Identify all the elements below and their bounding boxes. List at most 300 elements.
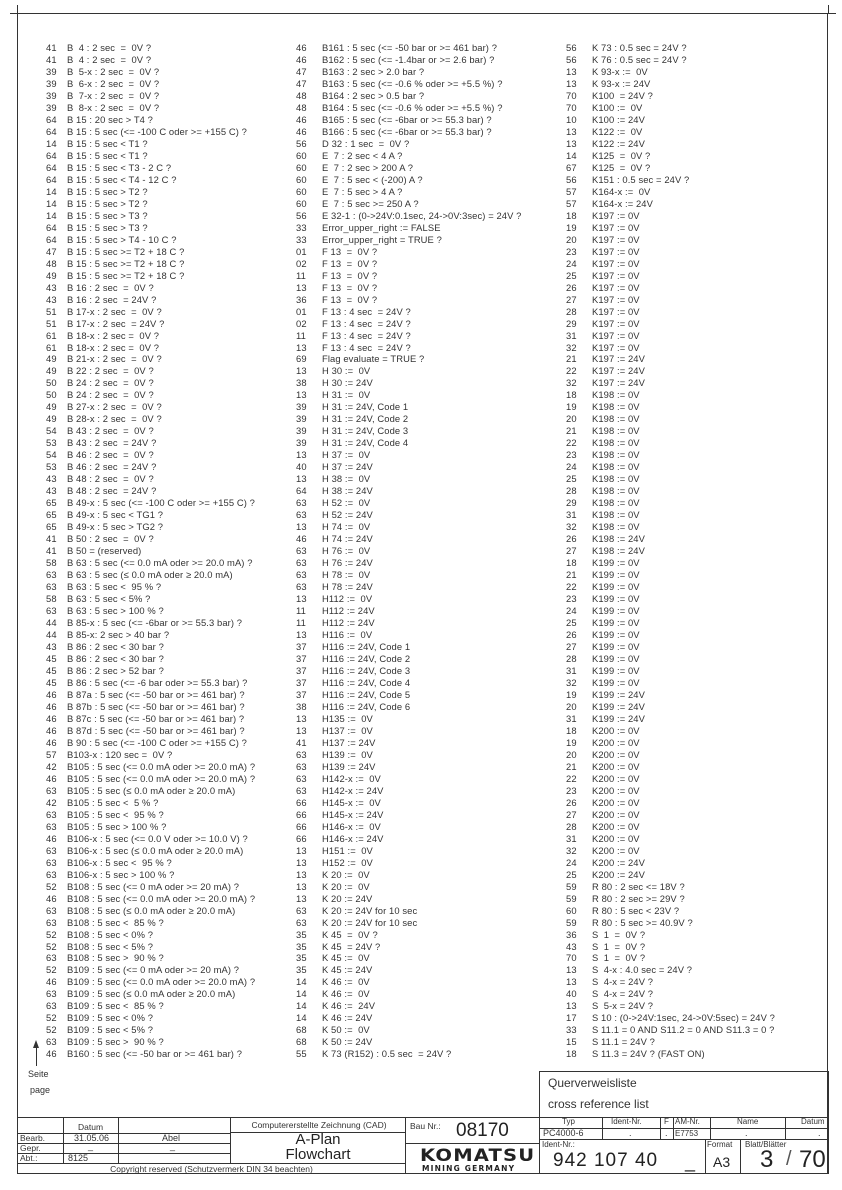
- entry-page-number: 63: [46, 808, 57, 820]
- entry-page-number: 44: [46, 617, 57, 629]
- entry-condition: F 13 = 0V ?: [322, 281, 378, 293]
- entry-condition: R 80 : 5 sec >= 40.9V ?: [592, 916, 693, 928]
- entry-condition: B 24 : 2 sec = 0V ?: [67, 377, 154, 389]
- entry-page-number: 14: [566, 149, 577, 161]
- entry-page-number: 63: [296, 748, 307, 760]
- entry-condition: S 11.3 = 24V ? (FAST ON): [592, 1048, 705, 1060]
- gepr-label: Gepr.: [20, 1143, 41, 1153]
- entry-condition: K 46 := 24V: [322, 1012, 373, 1024]
- entry-condition: B165 : 5 sec (<= -6bar or >= 55.3 bar) ?: [322, 113, 492, 125]
- entry-condition: B109 : 5 sec (<= 0.0 mA oder >= 20.0 mA) ?: [67, 976, 256, 988]
- ident-nr-label: Ident-Nr.:: [542, 1140, 575, 1149]
- entry-page-number: 11: [296, 605, 306, 617]
- entry-page-number: 13: [296, 844, 307, 856]
- entry-condition: B 17-x : 2 sec = 0V ?: [67, 305, 162, 317]
- entry-page-number: 39: [46, 77, 57, 89]
- entry-page-number: 46: [46, 892, 57, 904]
- entry-page-number: 32: [566, 521, 577, 533]
- entry-page-number: 46: [296, 53, 307, 65]
- entry-page-number: 63: [296, 904, 307, 916]
- entry-condition: H 76 := 24V: [322, 557, 373, 569]
- entry-page-number: 36: [296, 293, 307, 305]
- entry-page-number: 43: [46, 641, 57, 652]
- entry-page-number: 27: [566, 641, 577, 652]
- entry-page-number: 60: [566, 904, 577, 916]
- entry-page-number: 02: [296, 317, 307, 329]
- entry-condition: B 86 : 2 sec < 30 bar ?: [67, 652, 164, 664]
- entry-condition: B 18-x : 2 sec = 0V ?: [67, 341, 160, 353]
- entry-page-number: 39: [46, 89, 57, 101]
- entry-page-number: 57: [46, 748, 57, 760]
- entry-page-number: 27: [566, 293, 577, 305]
- entry-page-number: 23: [566, 593, 577, 605]
- entry-page-number: 27: [566, 808, 577, 820]
- entry-page-number: 19: [566, 221, 577, 233]
- entry-page-number: 43: [46, 281, 57, 293]
- entry-condition: H 78 := 0V: [322, 569, 371, 581]
- entry-condition: D 32 : 1 sec = 0V ?: [322, 137, 410, 149]
- entry-condition: B108 : 5 sec < 85 % ?: [67, 916, 164, 928]
- entry-condition: H 37 := 0V: [322, 449, 371, 461]
- entry-condition: K200 := 0V: [592, 748, 640, 760]
- entry-page-number: 52: [46, 928, 57, 940]
- entry-condition: B 87b : 5 sec (<= -50 bar or >= 461 bar) ?: [67, 700, 245, 712]
- entry-page-number: 13: [296, 521, 307, 533]
- entry-page-number: 32: [566, 844, 577, 856]
- entry-page-number: 25: [566, 473, 577, 485]
- entry-condition: H112 := 24V: [322, 605, 375, 617]
- entry-condition: K199 := 0V: [592, 593, 640, 605]
- entry-condition: K125 = 0V ?: [592, 149, 651, 161]
- entry-page-number: 13: [296, 473, 307, 485]
- entry-page-number: 11: [296, 269, 306, 281]
- entry-page-number: 13: [296, 880, 307, 892]
- entry-condition: H 31 := 24V, Code 3: [322, 425, 409, 437]
- entry-condition: H 76 := 0V: [322, 545, 371, 557]
- entry-page-number: 63: [46, 569, 57, 581]
- entry-page-number: 13: [566, 65, 577, 77]
- entry-condition: B 6-x : 2 sec = 0V ?: [67, 77, 160, 89]
- entry-condition: H 30 := 24V: [322, 377, 373, 389]
- entry-condition: Flag evaluate = TRUE ?: [322, 353, 425, 365]
- entry-condition: B 16 : 2 sec = 24V ?: [67, 293, 157, 305]
- entry-page-number: 46: [46, 736, 57, 748]
- entry-condition: K164-x := 0V: [592, 185, 651, 197]
- entry-page-number: 19: [566, 401, 577, 413]
- entry-condition: K200 := 0V: [592, 784, 640, 796]
- entry-condition: K198 := 0V: [592, 425, 640, 437]
- entry-page-number: 45: [46, 652, 57, 664]
- entry-page-number: 15: [566, 1036, 577, 1048]
- entry-page-number: 64: [46, 233, 57, 245]
- divider: [63, 1117, 64, 1164]
- entry-page-number: 43: [46, 293, 57, 305]
- entry-condition: B 15 : 5 sec (<= -100 C oder >= +155 C) ?: [67, 125, 247, 137]
- entry-condition: K200 := 0V: [592, 772, 640, 784]
- entry-condition: K 45 = 0V ?: [322, 928, 378, 940]
- entry-page-number: 28: [566, 305, 577, 317]
- entry-page-number: 13: [296, 365, 307, 377]
- entry-page-number: 37: [296, 676, 307, 688]
- entry-page-number: 56: [566, 53, 577, 65]
- entry-page-number: 65: [46, 509, 57, 521]
- entry-condition: B 15 : 5 sec < T1 ?: [67, 149, 148, 161]
- entry-page-number: 64: [46, 125, 57, 137]
- format-value: A3: [713, 1154, 731, 1170]
- entry-condition: H 30 := 0V: [322, 365, 371, 377]
- entry-page-number: 14: [296, 1000, 307, 1012]
- entry-condition: H145-x := 24V: [322, 808, 384, 820]
- entry-page-number: 46: [46, 712, 57, 724]
- entry-condition: K200 := 0V: [592, 808, 640, 820]
- sheet-separator: /: [786, 1148, 792, 1170]
- entry-page-number: 49: [46, 365, 57, 377]
- entry-page-number: 26: [566, 533, 577, 545]
- entry-condition: B 46 : 2 sec = 24V ?: [67, 461, 157, 473]
- entry-condition: H142-x := 24V: [322, 784, 384, 796]
- entry-page-number: 39: [46, 65, 57, 77]
- entry-page-number: 51: [46, 305, 57, 317]
- entry-condition: B108 : 5 sec (<= 0.0 mA oder >= 20.0 mA) ?: [67, 892, 256, 904]
- entry-page-number: 14: [46, 185, 57, 197]
- bau-nr-label: Bau Nr.:: [410, 1121, 441, 1131]
- entry-condition: K199 := 0V: [592, 664, 640, 676]
- entry-page-number: 41: [46, 53, 57, 65]
- entry-condition: K100 := 0V: [592, 101, 643, 113]
- entry-page-number: 64: [46, 161, 57, 173]
- page-ref-en: page: [30, 1085, 51, 1095]
- entry-page-number: 57: [566, 197, 577, 209]
- entry-condition: K198 := 0V: [592, 461, 640, 473]
- entry-page-number: 66: [296, 796, 307, 808]
- entry-page-number: 13: [296, 593, 307, 605]
- entry-page-number: 18: [566, 557, 577, 569]
- entry-page-number: 10: [566, 113, 577, 125]
- entry-page-number: 39: [296, 413, 307, 425]
- entry-condition: B106-x : 5 sec (<= 0.0 V oder >= 10.0 V) ?: [67, 832, 248, 844]
- entry-condition: K 46 := 0V: [322, 976, 370, 988]
- entry-page-number: 13: [566, 1000, 577, 1012]
- entry-condition: K 20 := 0V: [322, 868, 370, 880]
- entry-page-number: 22: [566, 772, 577, 784]
- entry-condition: K197 := 0V: [592, 221, 640, 233]
- entry-page-number: 50: [46, 377, 57, 389]
- entry-page-number: 23: [566, 245, 577, 257]
- entry-page-number: 43: [46, 473, 57, 485]
- entry-condition: B 86 : 2 sec > 52 bar ?: [67, 664, 164, 676]
- entry-condition: K 45 = 24V ?: [322, 940, 381, 952]
- entry-condition: K197 := 0V: [592, 329, 640, 341]
- entry-page-number: 38: [296, 377, 307, 389]
- entry-condition: H 74 := 0V: [322, 521, 371, 533]
- datum-header: Datum: [78, 1122, 104, 1132]
- entry-page-number: 37: [296, 641, 307, 652]
- entry-condition: B 85-x : 5 sec (<= -6bar or >= 55.3 bar) ?: [67, 617, 243, 629]
- entry-page-number: 52: [46, 1012, 57, 1024]
- entry-condition: B105 : 5 sec (<= 0.0 mA oder >= 20.0 mA) ?: [67, 772, 256, 784]
- entry-condition: B 87a : 5 sec (<= -50 bar or >= 461 bar) ?: [67, 688, 245, 700]
- entry-condition: H116 := 24V, Code 2: [322, 652, 411, 664]
- entry-condition: K200 := 0V: [592, 796, 640, 808]
- entry-condition: K197 := 24V: [592, 365, 645, 377]
- entry-page-number: 26: [566, 281, 577, 293]
- entry-page-number: 47: [296, 65, 307, 77]
- entry-page-number: 60: [296, 161, 307, 173]
- entry-condition: B 15 : 5 sec >= T2 + 18 C ?: [67, 269, 185, 281]
- entry-condition: B103-x : 120 sec = 0V ?: [67, 748, 173, 760]
- entry-condition: K199 := 0V: [592, 676, 640, 688]
- entry-page-number: 59: [566, 892, 577, 904]
- entry-condition: B109 : 5 sec (<= 0 mA oder >= 20 mA) ?: [67, 964, 240, 976]
- entry-condition: B 46 : 2 sec = 0V ?: [67, 449, 154, 461]
- entry-condition: B105 : 5 sec < 95 % ?: [67, 808, 164, 820]
- entry-page-number: 66: [296, 820, 307, 832]
- entry-condition: B 43 : 2 sec = 0V ?: [67, 425, 154, 437]
- abt-value: 8125: [68, 1153, 89, 1163]
- entry-page-number: 57: [566, 185, 577, 197]
- entry-page-number: 37: [296, 688, 307, 700]
- entry-condition: B 49-x : 5 sec (<= -100 C oder >= +155 C) ?: [67, 497, 255, 509]
- entry-page-number: 56: [566, 42, 577, 53]
- entry-condition: K198 := 0V: [592, 389, 640, 401]
- entry-condition: K197 := 0V: [592, 257, 640, 269]
- entry-condition: B105 : 5 sec < 5 % ?: [67, 796, 159, 808]
- entry-condition: Error_upper_right = TRUE ?: [322, 233, 442, 245]
- entry-condition: K199 := 0V: [592, 652, 640, 664]
- divider: [17, 1133, 230, 1134]
- divider: [705, 1139, 706, 1174]
- entry-page-number: 22: [566, 437, 577, 449]
- entry-condition: B109 : 5 sec < 85 % ?: [67, 1000, 164, 1012]
- f-value: .: [665, 1128, 668, 1138]
- entry-condition: B 22 : 2 sec = 0V ?: [67, 365, 154, 377]
- divider: [539, 1117, 540, 1174]
- entry-condition: K125 = 0V ?: [592, 161, 651, 173]
- entry-page-number: 60: [296, 149, 307, 161]
- entry-page-number: 25: [566, 617, 577, 629]
- entry-condition: K200 := 24V: [592, 868, 645, 880]
- entry-page-number: 13: [296, 724, 307, 736]
- entry-page-number: 13: [566, 976, 577, 988]
- entry-page-number: 11: [296, 329, 306, 341]
- entry-condition: H112 := 24V: [322, 617, 375, 629]
- divider: [17, 1153, 230, 1154]
- entry-condition: H146-x := 24V: [322, 832, 384, 844]
- entry-page-number: 63: [46, 856, 57, 868]
- entry-page-number: 54: [46, 449, 57, 461]
- entry-page-number: 36: [566, 928, 577, 940]
- entry-condition: K197 := 24V: [592, 377, 645, 389]
- entry-condition: B109 : 5 sec < 0% ?: [67, 1012, 154, 1024]
- entry-condition: B 15 : 5 sec < T4 - 12 C ?: [67, 173, 177, 185]
- entry-condition: K 73 : 0.5 sec = 24V ?: [592, 42, 687, 53]
- entry-page-number: 41: [46, 533, 57, 545]
- entry-condition: Error_upper_right := FALSE: [322, 221, 441, 233]
- entry-page-number: 64: [46, 113, 57, 125]
- entry-condition: B162 : 5 sec (<= -1.4bar or >= 2.6 bar) ?: [322, 53, 495, 65]
- entry-page-number: 35: [296, 940, 307, 952]
- entry-page-number: 14: [46, 197, 57, 209]
- entry-page-number: 49: [46, 353, 57, 365]
- entry-page-number: 14: [296, 988, 307, 1000]
- entry-page-number: 29: [566, 497, 577, 509]
- entry-page-number: 25: [566, 868, 577, 880]
- entry-page-number: 26: [566, 629, 577, 641]
- entry-condition: B 5-x : 2 sec = 0V ?: [67, 65, 160, 77]
- entry-condition: K151 : 0.5 sec = 24V ?: [592, 173, 690, 185]
- entry-condition: K198 := 0V: [592, 437, 640, 449]
- entry-page-number: 63: [296, 509, 307, 521]
- entry-condition: B 15 : 5 sec > T4 - 10 C ?: [67, 233, 177, 245]
- entry-condition: K200 := 0V: [592, 844, 640, 856]
- entry-condition: H116 := 24V, Code 1: [322, 641, 411, 652]
- entry-condition: K199 := 24V: [592, 700, 645, 712]
- entry-page-number: 59: [566, 880, 577, 892]
- datum-header-right: Datum: [801, 1117, 825, 1126]
- entry-condition: K199 := 0V: [592, 629, 640, 641]
- entry-page-number: 31: [566, 832, 577, 844]
- entry-page-number: 63: [46, 1036, 57, 1048]
- format-label: Format: [707, 1140, 733, 1149]
- sheet-number: 3: [760, 1146, 774, 1173]
- entry-page-number: 22: [566, 581, 577, 593]
- komatsu-logo-sub: MINING GERMANY: [422, 1164, 516, 1173]
- entry-condition: K199 := 24V: [592, 688, 645, 700]
- entry-page-number: 41: [46, 42, 57, 53]
- entry-condition: B 15 : 5 sec > T3 ?: [67, 209, 148, 221]
- entry-page-number: 42: [46, 760, 57, 772]
- copyright-note: Copyright reserved (Schutzvermerk DIN 34 beachten): [110, 1164, 313, 1174]
- entry-page-number: 21: [566, 569, 577, 581]
- entry-page-number: 65: [46, 497, 57, 509]
- entry-page-number: 20: [566, 700, 577, 712]
- entry-condition: K198 := 0V: [592, 401, 640, 413]
- entry-condition: B 86 : 5 sec (<= -6 bar oder >= 55.3 bar) ?: [67, 676, 248, 688]
- entry-condition: K198 := 0V: [592, 485, 640, 497]
- entry-page-number: 14: [296, 976, 307, 988]
- entry-condition: B 63 : 5 sec > 100 % ?: [67, 605, 164, 617]
- name-value: .: [745, 1128, 748, 1138]
- entry-condition: K198 := 0V: [592, 497, 640, 509]
- entry-condition: B109 : 5 sec < 5% ?: [67, 1024, 154, 1036]
- entry-condition: H 78 := 24V: [322, 581, 373, 593]
- entry-condition: K198 := 0V: [592, 521, 640, 533]
- komatsu-logo: KOMATSU: [420, 1146, 536, 1166]
- entry-condition: H151 := 0V: [322, 844, 373, 856]
- entry-condition: H 52 := 0V: [322, 497, 371, 509]
- entry-condition: B 16 : 2 sec = 0V ?: [67, 281, 154, 293]
- divider: [710, 1117, 711, 1139]
- entry-condition: B105 : 5 sec (≤ 0.0 mA oder ≥ 20.0 mA): [67, 784, 236, 796]
- entry-page-number: 64: [46, 221, 57, 233]
- corner-mark: [828, 13, 836, 14]
- entry-page-number: 31: [566, 509, 577, 521]
- entry-page-number: 28: [566, 485, 577, 497]
- entry-condition: B 85-x: 2 sec > 40 bar ?: [67, 629, 170, 641]
- entry-condition: B 63 : 5 sec < 5% ?: [67, 593, 151, 605]
- entry-page-number: 51: [46, 317, 57, 329]
- entry-page-number: 63: [296, 545, 307, 557]
- entry-condition: K200 := 0V: [592, 820, 640, 832]
- drawing-title-line2: Flowchart: [285, 1146, 351, 1163]
- entry-page-number: 52: [46, 964, 57, 976]
- entry-condition: K199 := 0V: [592, 581, 640, 593]
- entry-condition: R 80 : 2 sec >= 29V ?: [592, 892, 685, 904]
- entry-page-number: 63: [296, 784, 307, 796]
- entry-page-number: 46: [46, 700, 57, 712]
- entry-condition: B105 : 5 sec > 100 % ?: [67, 820, 167, 832]
- entry-page-number: 22: [566, 365, 577, 377]
- entry-page-number: 21: [566, 425, 577, 437]
- entry-page-number: 63: [46, 904, 57, 916]
- entry-page-number: 20: [566, 748, 577, 760]
- entry-condition: B108 : 5 sec < 5% ?: [67, 940, 154, 952]
- entry-page-number: 63: [296, 557, 307, 569]
- entry-page-number: 28: [566, 652, 577, 664]
- bearb-name: Abel: [162, 1133, 181, 1143]
- entry-page-number: 56: [566, 173, 577, 185]
- entry-condition: K 20 := 24V: [322, 892, 373, 904]
- entry-condition: E 32-1 : (0->24V:0.1sec, 24->0V:3sec) = 24V ?: [322, 209, 522, 221]
- entry-page-number: 63: [46, 784, 57, 796]
- entry-page-number: 01: [296, 245, 307, 257]
- entry-page-number: 46: [46, 772, 57, 784]
- entry-page-number: 63: [46, 868, 57, 880]
- ident-value: .: [629, 1128, 632, 1138]
- entry-condition: B 49-x : 5 sec < TG1 ?: [67, 509, 164, 521]
- entry-page-number: 02: [296, 257, 307, 269]
- entry-page-number: 48: [296, 89, 307, 101]
- entry-page-number: 46: [46, 724, 57, 736]
- entry-condition: K197 := 0V: [592, 305, 640, 317]
- entry-condition: S 11.1 = 0 AND S11.2 = 0 AND S11.3 = 0 ?: [592, 1024, 775, 1036]
- entry-condition: B 27-x : 2 sec = 0V ?: [67, 401, 162, 413]
- entry-condition: B 86 : 2 sec < 30 bar ?: [67, 641, 164, 652]
- entry-condition: K199 := 0V: [592, 605, 640, 617]
- cross-ref-title-de: Querverweisliste: [548, 1076, 637, 1090]
- entry-condition: F 13 = 0V ?: [322, 293, 378, 305]
- entry-condition: H116 := 24V, Code 5: [322, 688, 411, 700]
- entry-page-number: 48: [296, 101, 307, 113]
- entry-condition: K 45 := 0V: [322, 952, 370, 964]
- entry-condition: S 4-x = 24V ?: [592, 988, 654, 1000]
- divider: [405, 1117, 406, 1174]
- entry-page-number: 49: [46, 401, 57, 413]
- entry-page-number: 29: [566, 317, 577, 329]
- entry-condition: B 7-x : 2 sec = 0V ?: [67, 89, 160, 101]
- entry-condition: H146-x := 0V: [322, 820, 381, 832]
- entry-condition: H116 := 24V, Code 4: [322, 676, 411, 688]
- entry-condition: F 13 : 4 sec = 24V ?: [322, 305, 411, 317]
- entry-condition: B160 : 5 sec (<= -50 bar or >= 461 bar) ?: [67, 1048, 243, 1060]
- entry-condition: B106-x : 5 sec > 100 % ?: [67, 868, 175, 880]
- entry-page-number: 68: [296, 1036, 307, 1048]
- entry-page-number: 13: [296, 449, 307, 461]
- entry-page-number: 19: [566, 736, 577, 748]
- entry-page-number: 64: [296, 485, 307, 497]
- entry-condition: K122 := 24V: [592, 137, 645, 149]
- entry-page-number: 23: [566, 449, 577, 461]
- entry-condition: H116 := 24V, Code 3: [322, 664, 411, 676]
- entry-page-number: 14: [46, 209, 57, 221]
- entry-condition: K 93-x := 24V: [592, 77, 651, 89]
- entry-page-number: 63: [296, 772, 307, 784]
- entry-condition: H 74 := 24V: [322, 533, 373, 545]
- entry-condition: S 5-x = 24V ?: [592, 1000, 654, 1012]
- entry-page-number: 18: [566, 1048, 577, 1060]
- entry-condition: B166 : 5 sec (<= -6bar or >= 55.3 bar) ?: [322, 125, 492, 137]
- entry-condition: K200 := 0V: [592, 736, 640, 748]
